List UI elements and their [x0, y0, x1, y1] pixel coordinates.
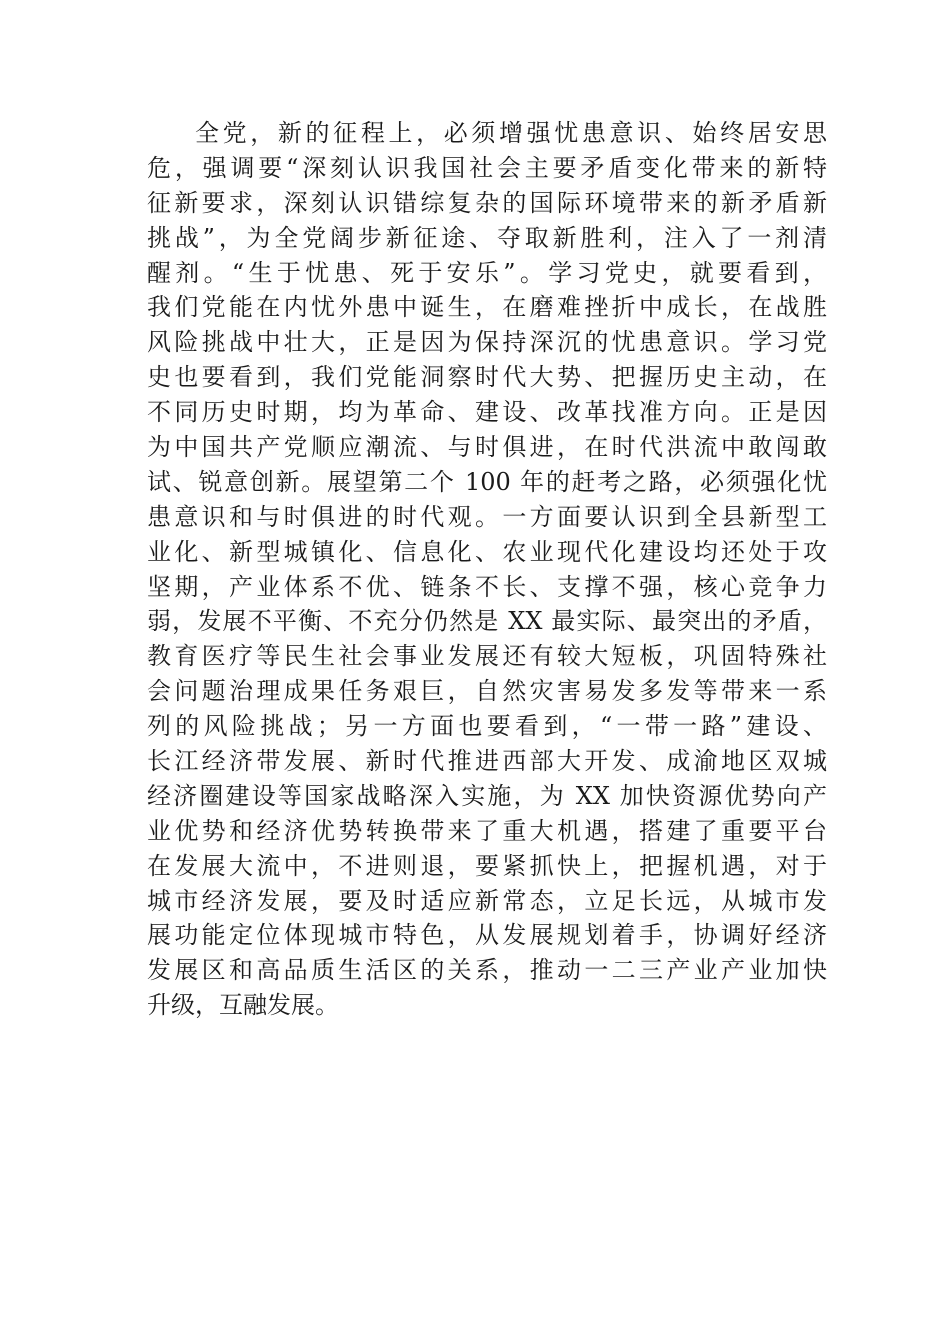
paragraph-line: 征新要求，深刻认识错综复杂的国际环境带来的新矛盾新: [147, 188, 827, 217]
paragraph-line: 危，强调要“深刻认识我国社会主要矛盾变化带来的新特: [147, 153, 827, 182]
paragraph-line: 全党，新的征程上，必须增强忧患意识、始终居安思: [195, 119, 827, 147]
paragraph-line: 业优势和经济优势转换带来了重大机遇，搭建了重要平台: [147, 816, 827, 845]
body-paragraph: [147, 116, 827, 1023]
paragraph-line: 弱，发展不平衡、不充分仍然是 XX 最实际、最突出的矛盾，: [147, 607, 827, 636]
paragraph-line: 在发展大流中，不进则退，要紧抓快上，把握机遇，对于: [147, 851, 827, 880]
paragraph-line: 风险挑战中壮大，正是因为保持深沉的忧患意识。学习党: [147, 328, 827, 357]
paragraph-line: 为中国共产党顺应潮流、与时俱进，在时代洪流中敢闯敢: [147, 433, 827, 462]
paragraph-line: 升级，互融发展。: [147, 991, 339, 1020]
paragraph-line: 列的风险挑战；另一方面也要看到，“一带一路”建设、: [147, 712, 827, 741]
paragraph-line: 长江经济带发展、新时代推进西部大开发、成渝地区双城: [147, 747, 827, 776]
paragraph-line: 史也要看到，我们党能洞察时代大势、把握历史主动，在: [147, 363, 827, 392]
paragraph-line: 展功能定位体现城市特色，从发展规划着手，协调好经济: [147, 921, 827, 950]
paragraph-line: 业化、新型城镇化、信息化、农业现代化建设均还处于攻: [147, 537, 827, 566]
paragraph-line: 挑战”，为全党阔步新征途、夺取新胜利，注入了一剂清: [147, 223, 827, 252]
paragraph-line: 我们党能在内忧外患中诞生，在磨难挫折中成长，在战胜: [147, 293, 827, 322]
paragraph-line: 坚期，产业体系不优、链条不长、支撑不强，核心竞争力: [147, 572, 827, 601]
paragraph-line: 患意识和与时俱进的时代观。一方面要认识到全县新型工: [147, 502, 827, 531]
paragraph-line: 会问题治理成果任务艰巨，自然灾害易发多发等带来一系: [147, 677, 827, 706]
paragraph-line: 经济圈建设等国家战略深入实施，为 XX 加快资源优势向产: [147, 781, 827, 810]
paragraph-line: 不同历史时期，均为革命、建设、改革找准方向。正是因: [147, 398, 827, 427]
paragraph-line: 教育医疗等民生社会事业发展还有较大短板，巩固特殊社: [147, 642, 827, 671]
paragraph-line: 试、锐意创新。展望第二个 100 年的赶考之路，必须强化忧: [147, 467, 827, 496]
paragraph-line: 城市经济发展，要及时适应新常态，立足长远，从城市发: [147, 886, 827, 915]
paragraph-line: 发展区和高品质生活区的关系，推动一二三产业产业加快: [147, 956, 827, 985]
paragraph-line: 醒剂。“生于忧患、死于安乐”。学习党史，就要看到，: [147, 258, 827, 287]
